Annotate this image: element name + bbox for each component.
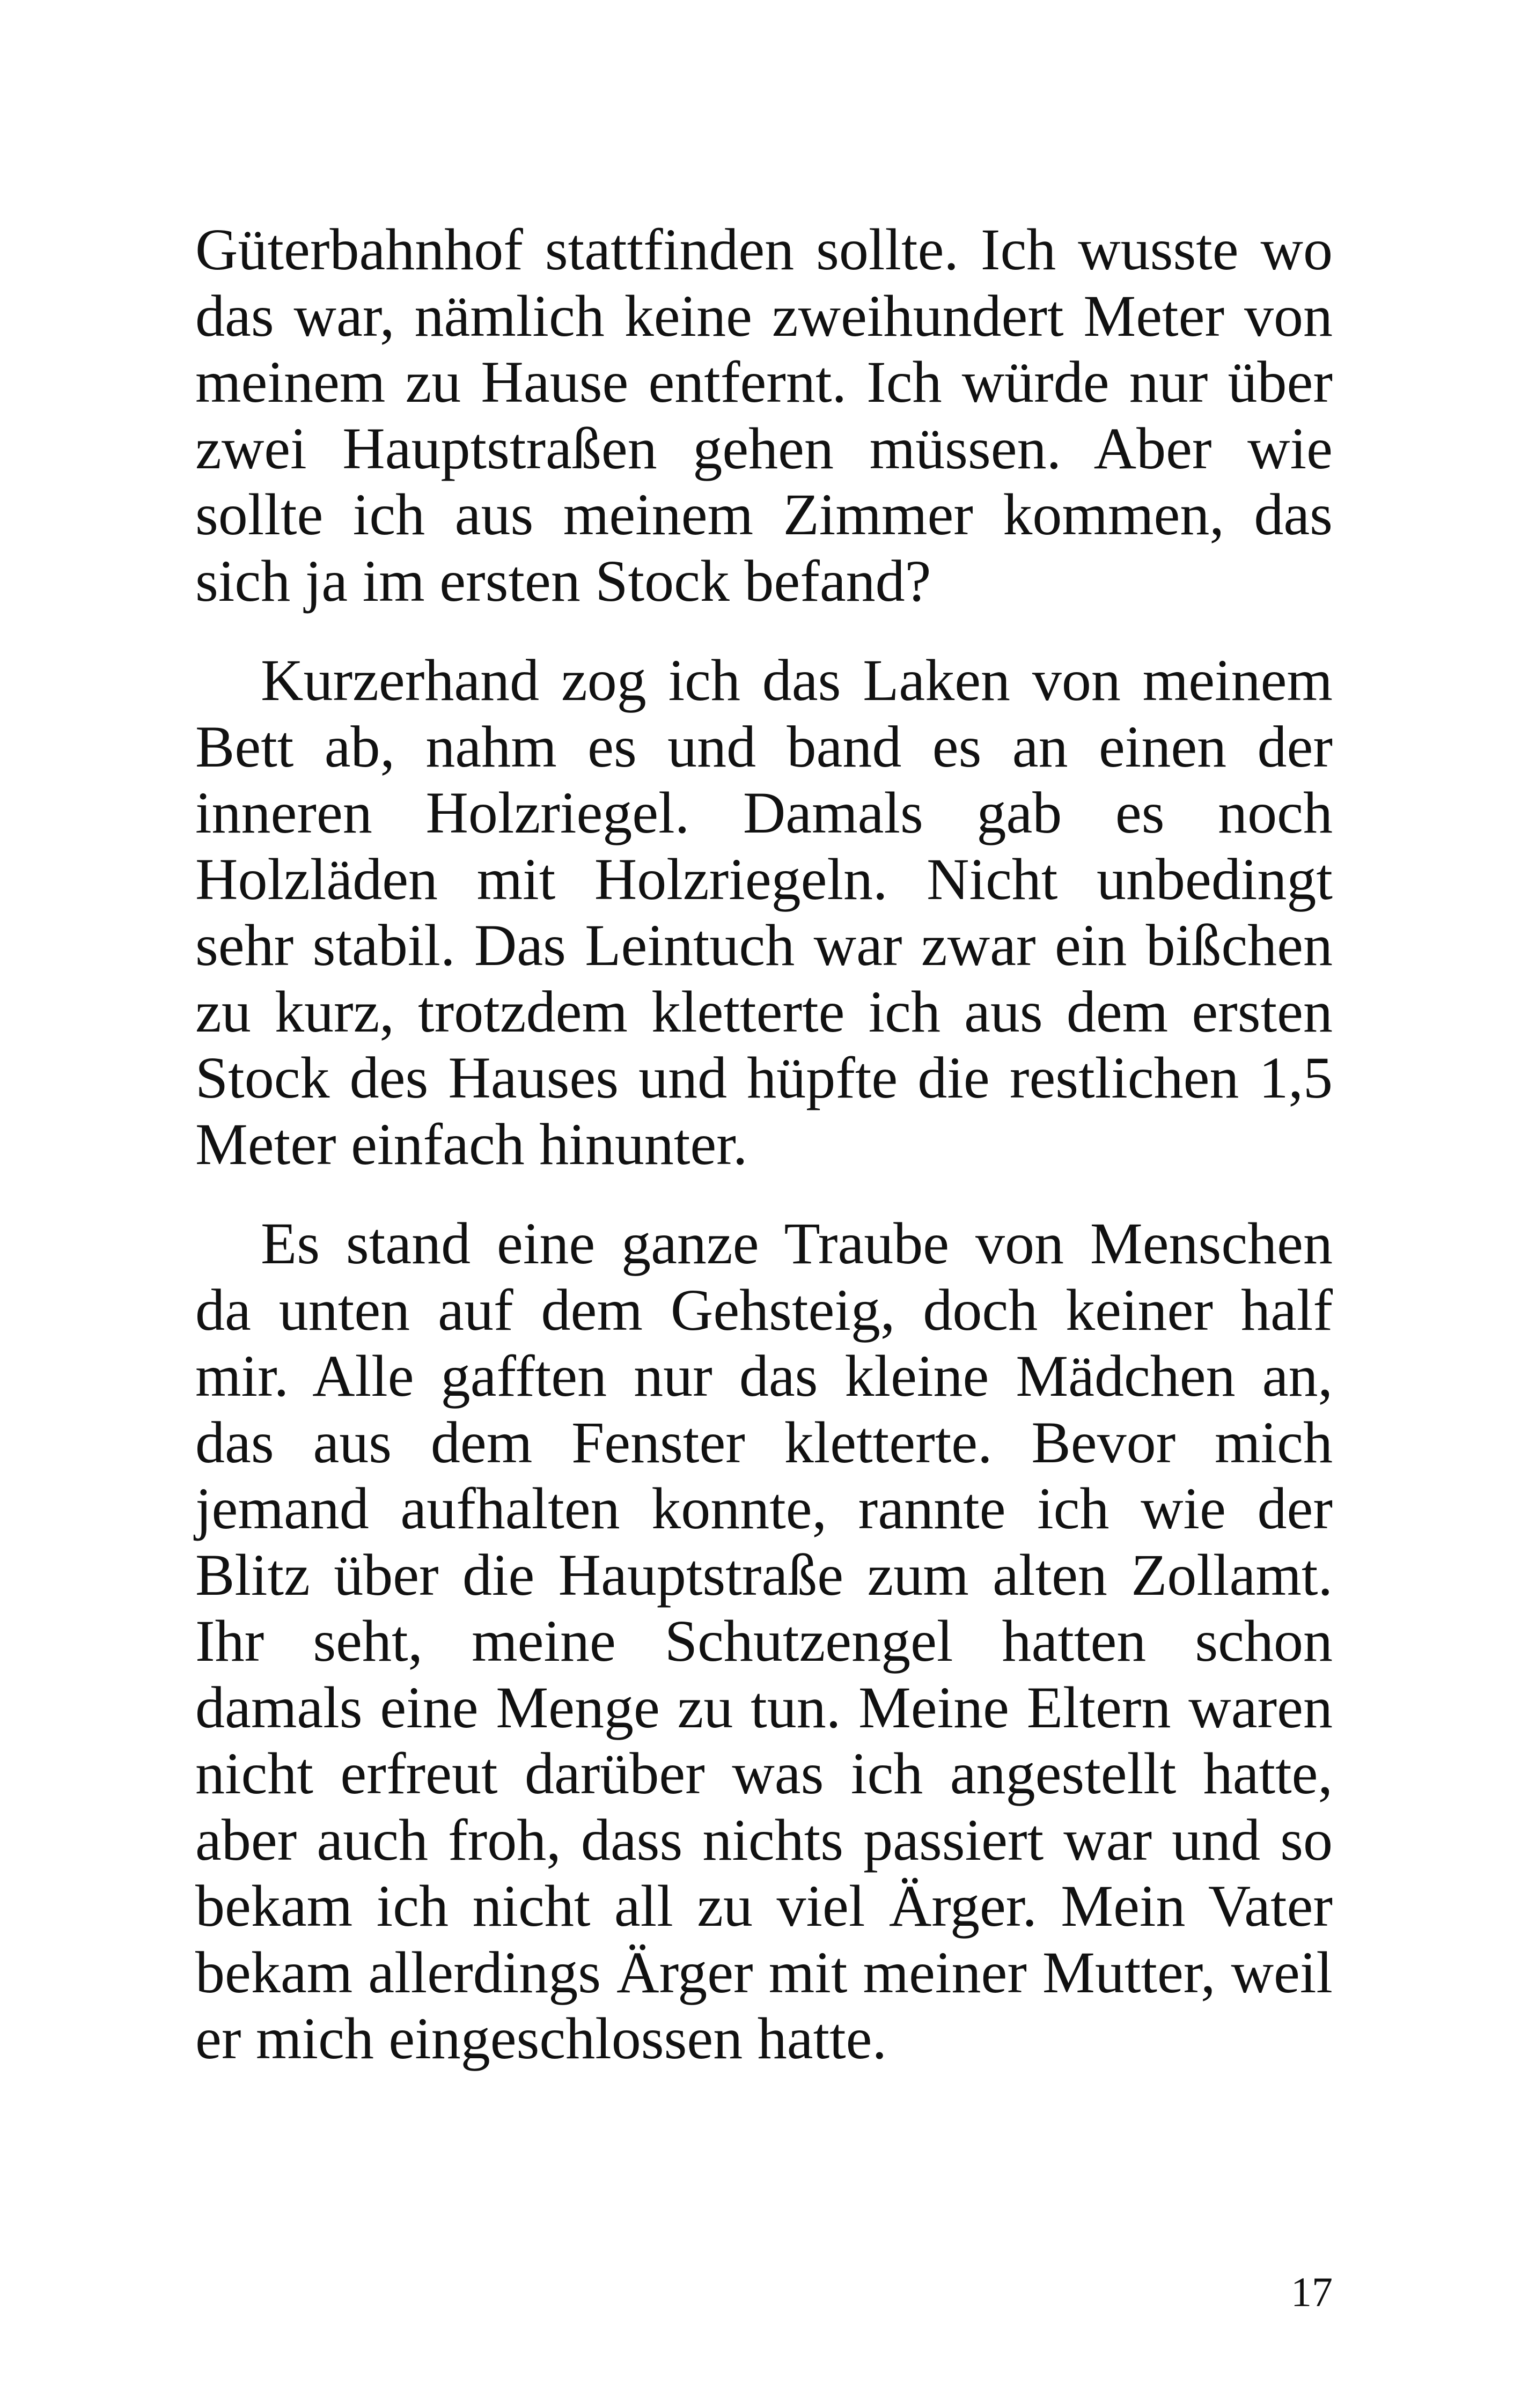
body-text: [195, 217, 1333, 2072]
page-number: 17: [1291, 2269, 1333, 2315]
paragraph-spacer: [195, 614, 1333, 647]
paragraph-spacer: [195, 1177, 1333, 1211]
paragraph-1: Güterbahnhof stattfinden sollte. Ich wusste wo das war, nämlich keine zweihundert Meter von meinem zu Hause entfernt. Ich würde nur über zwei Hauptstraßen gehen müssen. Aber wie sollte ich aus meinem Zimmer kommen, das sich ja im ersten Stock befand?: [195, 217, 1333, 614]
paragraph-2: Kurzerhand zog ich das Laken von meinem Bett ab, nahm es und band es an einen der inneren Holzriegel. Damals gab es noch Holzläden mit Holzriegeln. Nicht unbedingt sehr stabil. Das Leintuch war zwar ein bißchen zu kurz, trotzdem kletterte ich aus dem ersten Stock des Hauses und hüpfte die restlichen 1,5 Meter einfach hinunter.: [195, 647, 1333, 1177]
paragraph-3: Es stand eine ganze Traube von Menschen da unten auf dem Gehsteig, doch keiner half mir. Alle gafften nur das kleine Mädchen an, das aus dem Fenster kletterte. Bevor mich jemand aufhalten konnte, rannte ich wie der Blitz über die Hauptstraße zum alten Zollamt. Ihr seht, meine Schutzengel hatten schon damals eine Menge zu tun. Meine Eltern waren nicht erfreut darüber was ich angestellt hatte, aber auch froh, dass nichts passiert war und so bekam ich nicht all zu viel Ärger. Mein Vater bekam allerdings Ärger mit meiner Mutter, weil er mich eingeschlossen hatte.: [195, 1211, 1333, 2071]
